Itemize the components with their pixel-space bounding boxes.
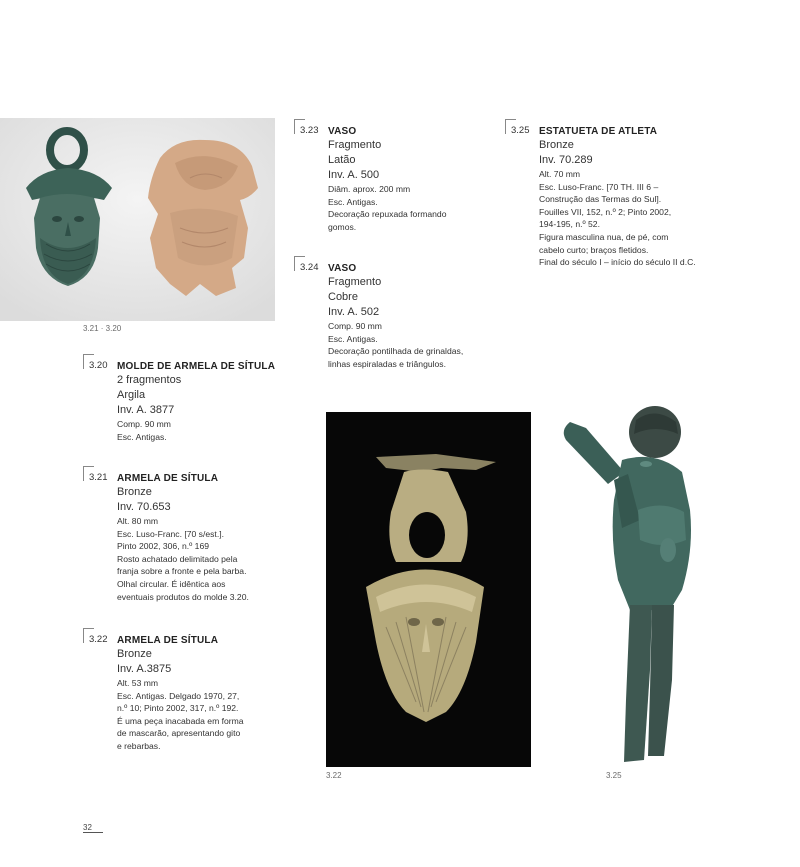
entry-title: MOLDE DE ARMELA DE SÍTULA <box>117 361 276 372</box>
entry-detail: n.º 10; Pinto 2002, 317, n.º 192. <box>117 703 239 714</box>
entry-number: 3.21 <box>89 472 108 483</box>
entry-detail: cabelo curto; braços fletidos. <box>539 244 649 255</box>
entry-line: Fragmento <box>328 276 382 288</box>
entry-detail: Esc. Antigas. <box>328 196 378 207</box>
entry-detail: Decoração pontilhada de grinaldas, <box>328 346 464 357</box>
entry-detail: 194-195, n.º 52. <box>539 219 600 230</box>
photo-estatueta-3-25 <box>552 400 712 768</box>
entry-line: Latão <box>328 154 356 166</box>
entry-number: 3.23 <box>300 125 319 136</box>
entry-detail: Decoração repuxada formando <box>328 209 447 220</box>
entry-detail: Olhal circular. É idêntica aos <box>117 578 226 589</box>
entry-number: 3.22 <box>89 634 108 645</box>
entry-detail: Esc. Antigas. Delgado 1970, 27, <box>117 690 240 701</box>
page-number: 32 <box>83 823 92 832</box>
entry-line: Bronze <box>117 486 152 498</box>
entry-detail: Esc. Antigas. <box>117 431 167 442</box>
entry-detail: Figura masculina nua, de pé, com <box>539 231 669 242</box>
entry-line: Bronze <box>539 139 574 151</box>
entry-detail: Comp. 90 mm <box>328 321 382 331</box>
entry-detail: linhas espiraladas e triângulos. <box>328 358 446 369</box>
photo-caption-3-25: 3.25 <box>606 771 622 780</box>
entry-detail: Construção das Termas do Sul]. <box>539 194 662 205</box>
entry-line: Inv. A. 3877 <box>117 404 175 416</box>
entry-detail: Rosto achatado delimitado pela <box>117 553 238 564</box>
entry-detail: Esc. Luso-Franc. [70 s/est.]. <box>117 528 224 539</box>
entry-detail: e rebarbas. <box>117 740 161 751</box>
entry-number: 3.20 <box>89 360 108 371</box>
entry-detail: franja sobre a fronte e pela barba. <box>117 566 247 577</box>
entry-number: 3.24 <box>300 262 319 273</box>
entry-detail: eventuais produtos do molde 3.20. <box>117 591 249 602</box>
entry-line: Bronze <box>117 648 152 660</box>
entry-detail: Pinto 2002, 306, n.º 169 <box>117 541 210 552</box>
entry-title: VASO <box>328 126 357 137</box>
entry-detail: Fouilles VII, 152, n.º 2; Pinto 2002, <box>539 206 672 217</box>
entry-line: Fragmento <box>328 139 382 151</box>
entry-number: 3.25 <box>511 125 530 136</box>
entry-detail: Alt. 80 mm <box>117 516 159 526</box>
entry-title: ARMELA DE SÍTULA <box>117 635 219 646</box>
entry-detail: Alt. 70 mm <box>539 169 581 179</box>
entry-line: Inv. A. 502 <box>328 306 380 318</box>
entry-detail: gomos. <box>328 221 357 232</box>
photo-caption-3-22: 3.22 <box>326 771 342 780</box>
entry-detail: Esc. Luso-Franc. [70 TH. III 6 – <box>539 181 659 192</box>
photo-caption-3-21-3-20: 3.21 · 3.20 <box>83 324 122 333</box>
photo-armela-3-22 <box>326 412 531 767</box>
entry-line: Cobre <box>328 291 358 303</box>
entry-detail: Final do século I – início do século II d.C. <box>539 257 696 268</box>
entry-line: Inv. A. 500 <box>328 169 380 181</box>
entry-line: Inv. 70.653 <box>117 501 171 513</box>
entry-detail: de mascarão, apresentando gito <box>117 728 241 739</box>
photo-armela-and-mold <box>0 118 275 321</box>
entry-detail: Alt. 53 mm <box>117 678 159 688</box>
page-number-rule <box>83 832 103 833</box>
entry-line: Inv. A.3875 <box>117 663 172 675</box>
entry-title: ARMELA DE SÍTULA <box>117 473 219 484</box>
entry-line: 2 fragmentos <box>117 374 182 386</box>
entry-detail: Diâm. aprox. 200 mm <box>328 184 411 194</box>
bronze-statuette-object <box>564 406 691 762</box>
entry-line: Inv. 70.289 <box>539 154 593 166</box>
entry-title: ESTATUETA DE ATLETA <box>539 126 658 137</box>
entry-detail: Esc. Antigas. <box>328 333 378 344</box>
entry-line: Argila <box>117 389 146 401</box>
entry-detail: Comp. 90 mm <box>117 419 171 429</box>
entry-detail: É uma peça inacabada em forma <box>117 715 244 726</box>
entry-title: VASO <box>328 263 357 274</box>
